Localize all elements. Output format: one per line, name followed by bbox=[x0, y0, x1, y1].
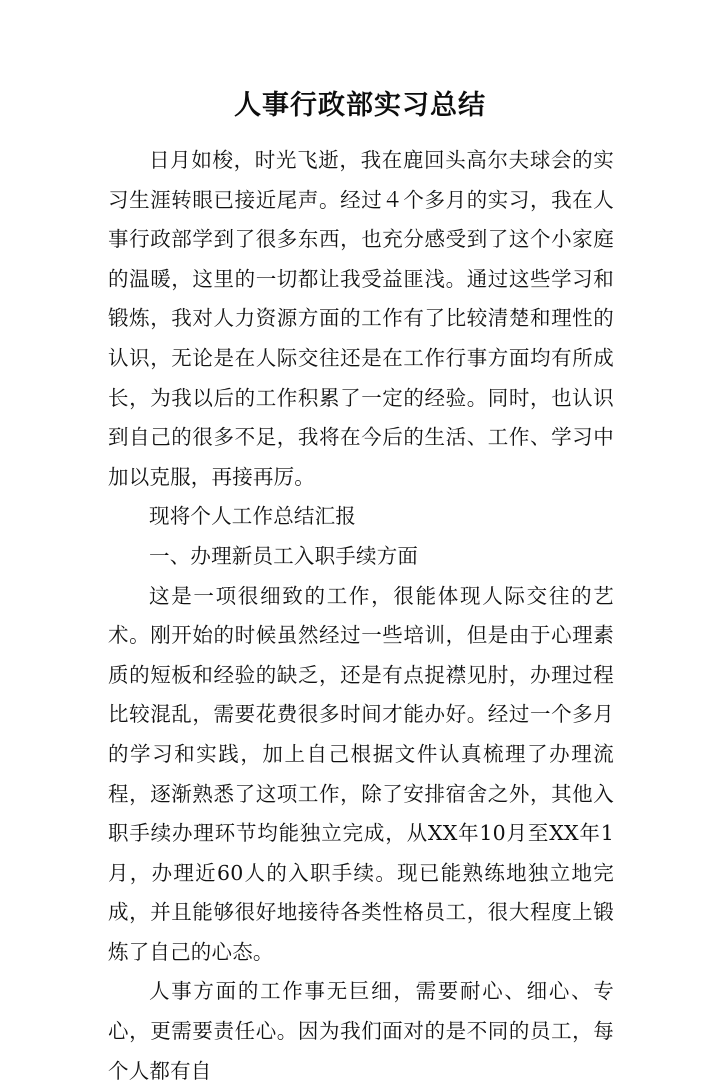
document-title: 人事行政部实习总结 bbox=[234, 90, 486, 121]
section-heading-onboarding: 一、办理新员工入职手续方面 bbox=[149, 543, 419, 568]
paragraph-report-lead: 现将个人工作总结汇报 bbox=[149, 504, 356, 529]
paragraph-onboarding: 这是一项很细致的工作，很能体现人际交往的艺术。刚开始的时候虽然经过一些培训，但是由于心理素质的短板和经验的缺乏，还是有点捉襟见肘，办理过程比较混乱，需要花费很多时间才能办好。经过一个多月的学习和实践，加上自己根据文件认真梳理了办理流程，逐渐熟悉了这项工作，除了安排宿舍之外，其他入职手续办理环节均能独立完成，从XX年10月至XX年1月，办理近60人的入职手续。现已能熟练地独立地完成，并且能够很好地接待各类性格员工，很大程度上锻炼了自己的心态。 bbox=[108, 583, 614, 964]
paragraph-hr-work: 人事方面的工作事无巨细，需要耐心、细心、专心，更需要责任心。因为我们面对的是不同的员工，每个人都有自 bbox=[108, 979, 614, 1083]
document-body bbox=[108, 141, 614, 1091]
paragraph-intro: 日月如梭，时光飞逝，我在鹿回头高尔夫球会的实习生涯转眼已接近尾声。经过４个多月的实习，我在人事行政部学到了很多东西，也充分感受到了这个小家庭的温暖，这里的一切都让我受益匪浅。通过这些学习和锻炼，我对人力资源方面的工作有了比较清楚和理性的认识，无论是在人际交往还是在工作行事方面均有所成长，为我以后的工作积累了一定的经验。同时，也认识到自己的很多不足，我将在今后的生活、工作、学习中加以克服，再接再厉。 bbox=[108, 148, 614, 489]
